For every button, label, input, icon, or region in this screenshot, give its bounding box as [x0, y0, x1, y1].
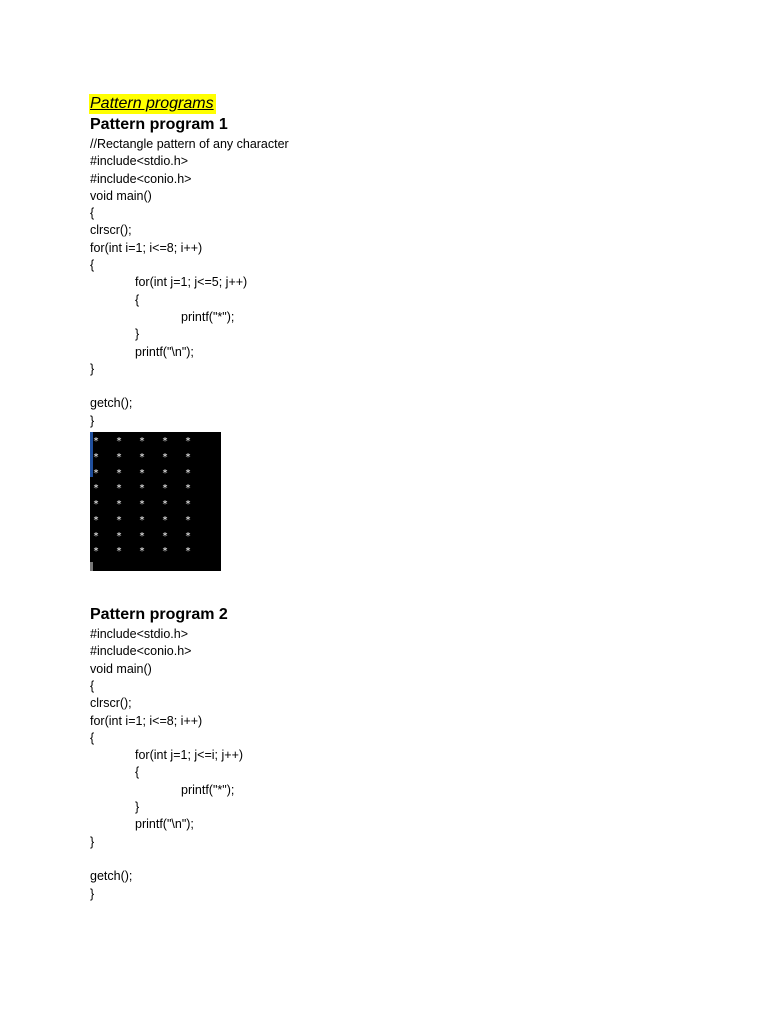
code-line: for(int j=1; j<=i; j++)	[135, 748, 244, 763]
code-line: }	[90, 834, 95, 849]
code-line	[90, 851, 730, 868]
code-line: for(int i=1; i<=8; i++)	[90, 240, 203, 255]
console-output-row	[93, 528, 208, 544]
console-output-char: *	[162, 499, 169, 511]
code-line: #include<stdio.h>	[90, 154, 188, 169]
code-line: for(int i=1; i<=8; i++)	[90, 713, 203, 728]
console-output-char: *	[93, 452, 100, 464]
code-line: #include<stdio.h>	[90, 627, 188, 642]
console-output-char: *	[185, 436, 192, 448]
console-output-row	[93, 465, 208, 481]
console-output-char: *	[139, 530, 146, 542]
console-output-char: *	[139, 467, 146, 479]
console-output-char: *	[139, 483, 146, 495]
console-output-char: *	[93, 514, 100, 526]
console-output-char: *	[116, 436, 123, 448]
console-output-char: *	[185, 499, 192, 511]
code-line: }	[90, 361, 95, 376]
console-output-char: *	[185, 530, 192, 542]
console-output-char: *	[93, 436, 100, 448]
console-output-char: *	[116, 530, 123, 542]
code-line: printf("*");	[181, 782, 235, 797]
console-output-char: *	[116, 514, 123, 526]
document-title: Pattern programs	[90, 95, 214, 112]
console-output-char: *	[139, 546, 146, 558]
console-output-char: *	[162, 530, 169, 542]
console-output-char: *	[139, 452, 146, 464]
code-line	[90, 378, 730, 395]
console-output-char: *	[139, 436, 146, 448]
code-line: }	[90, 886, 95, 901]
console-output-char: *	[162, 452, 169, 464]
code-line: {	[90, 678, 95, 693]
console-output-row	[93, 450, 208, 466]
code-line: for(int j=1; j<=5; j++)	[135, 275, 248, 290]
console-output-char: *	[162, 467, 169, 479]
console-output-row	[93, 481, 208, 497]
code-line: void main()	[90, 188, 152, 203]
console-output-char: *	[162, 514, 169, 526]
code-line: }	[90, 413, 95, 428]
code-line: //Rectangle pattern of any character	[90, 137, 289, 151]
console-output-char: *	[93, 546, 100, 558]
console-output-char: *	[116, 546, 123, 558]
console-output-char: *	[185, 467, 192, 479]
code-line: {	[90, 258, 95, 273]
code-line: {	[90, 730, 95, 745]
code-line: #include<conio.h>	[90, 644, 192, 659]
document-page	[90, 94, 730, 903]
console-output-char: *	[116, 483, 123, 495]
console-output-char: *	[116, 467, 123, 479]
console-output-char: *	[116, 499, 123, 511]
console-output-char: *	[162, 546, 169, 558]
console-output-row	[93, 544, 208, 560]
code-line: #include<conio.h>	[90, 171, 192, 186]
program-1-output-screenshot	[90, 432, 221, 571]
code-line: getch();	[90, 869, 133, 884]
code-line: printf("\n");	[135, 817, 194, 832]
console-output-char: *	[139, 499, 146, 511]
console-output-char: *	[116, 452, 123, 464]
code-line: printf("\n");	[135, 344, 194, 359]
console-output-char: *	[93, 530, 100, 542]
console-output-char: *	[185, 514, 192, 526]
code-line: clrscr();	[90, 223, 132, 238]
program-2-title: Pattern program 2	[90, 606, 228, 624]
code-line: {	[135, 765, 140, 780]
program-1-section	[90, 114, 730, 571]
code-line: printf("*");	[181, 309, 235, 324]
console-output-char: *	[185, 452, 192, 464]
console-output-char: *	[185, 483, 192, 495]
console-scrollbar-stub	[90, 562, 93, 571]
code-line: {	[90, 206, 95, 221]
code-line: void main()	[90, 661, 152, 676]
code-line: getch();	[90, 396, 133, 411]
program-2-code	[90, 626, 730, 903]
console-output-char: *	[162, 436, 169, 448]
document-title-line	[90, 94, 730, 114]
console-output-char: *	[162, 483, 169, 495]
program-1-title: Pattern program 1	[90, 116, 228, 133]
console-output-char: *	[93, 499, 100, 511]
console-output-row	[93, 434, 208, 450]
console-output-char: *	[139, 514, 146, 526]
console-output-row	[93, 512, 208, 528]
program-1-code	[90, 136, 730, 430]
console-output-grid	[93, 434, 208, 560]
program-2-section	[90, 604, 730, 903]
code-line: }	[135, 800, 140, 815]
console-output-row	[93, 497, 208, 513]
code-line: clrscr();	[90, 696, 132, 711]
code-line: }	[135, 327, 140, 342]
code-line: {	[135, 292, 140, 307]
console-output-char: *	[93, 467, 100, 479]
console-output-char: *	[185, 546, 192, 558]
console-output-char: *	[93, 483, 100, 495]
